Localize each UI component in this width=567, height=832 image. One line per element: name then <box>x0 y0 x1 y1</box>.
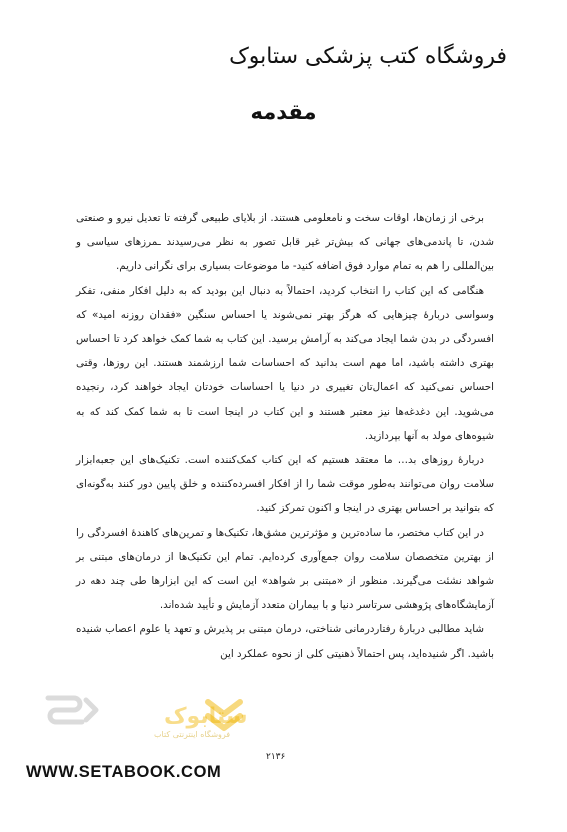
paragraph-3: دربارهٔ روزهای بد… ما معتقد هستیم که این کتاب کمک‌کننده است. تکنیک‌های این جعبه‌ابزار سلامت روان می‌توانند به‌طور موقت شما را از افکار افسرده‌کننده و خلق پایین دور کنند به‌گونه‌ای که بتوانید بر احساس بهتری در اینجا و اکنون تمرکز کنید. <box>76 454 494 515</box>
footer-url[interactable]: WWW.SETABOOK.COM <box>26 763 222 781</box>
paragraph-1: برخی از زمان‌ها، اوقات سخت و نامعلومی هستند. از بلایای طبیعی گرفته تا تعدیل نیرو و صنعتی شدن، تا پاندمی‌های جهانی که بیش‌تر غیر قابل تصور به نظر می‌رسیدند ـمرزهای سیاسی و بین‌المللی را هم به تمام موارد فوق اضافه کنید- ما موضوعات بسیاری برای نگرانی داریم. <box>76 212 494 273</box>
section-title: مقدمه <box>250 100 317 124</box>
paragraph-4: در این کتاب مختصر، ما ساده‌ترین و مؤثرترین مشق‌ها، تکنیک‌ها و تمرین‌های کاهندهٔ افسردگی را از بهترین متخصصان سلامت روان جمع‌آوری کرده‌ایم. تمام این تکنیک‌ها از درمان‌های مبتنی بر شواهد نشئت می‌گیرند. منظور از «مبتنی بر شواهد» این است که این ابزارها طی چند دهه در آزمایشگاه‌های پژوهشی سرتاسر دنیا و با بیماران متعدد آزمایش و تأیید شده‌اند. <box>76 526 494 612</box>
watermark-text <box>44 704 294 744</box>
page-number: ۲۱۳۶ <box>266 752 286 762</box>
paragraph-2: هنگامی که این کتاب را انتخاب کردید، احتمالاً به دنبال این بودید که به دلیل افکار منفی، تفکر وسواسی دربارهٔ چیزهایی که هرگز بهتر نمی‌شوند یا احساس سنگین «فقدان روزنه امید» که افسردگی در بدن شما ایجاد می‌کند به آرامش برسید. این کتاب به شما کمک خواهد کرد تا احساس بهتری داشته باشید، اما مهم است بدانید که احساسات شما ارزشمند هستند. این روزها، وقتی احساس نمی‌کنید که اعمال‌تان تغییری در دنیا یا احساسات خودتان ایجاد خواهند کرد، رنجیده می‌شوید. این دغدغه‌ها نیز معتبر هستند و این کتاب در اینجا است تا به شما کمک کند که به شیوه‌های مولد به آنها بپردازید. <box>76 284 494 442</box>
watermark-brand: ستابوک <box>164 704 248 729</box>
watermark-subtitle: فروشگاه اینترنتی کتاب <box>154 730 231 739</box>
store-header-title: فروشگاه کتب پزشکی ستابوک <box>229 44 507 69</box>
body-text <box>76 206 494 666</box>
paragraph-5: شاید مطالبی دربارهٔ رفتاردرمانی شناختی، درمان مبتنی بر پذیرش و تعهد یا علوم اعصاب شنیده باشید. اگر شنیده‌اید، پس احتمالاً ذهنیتی کلی از نحوه عملکرد این <box>76 623 494 660</box>
